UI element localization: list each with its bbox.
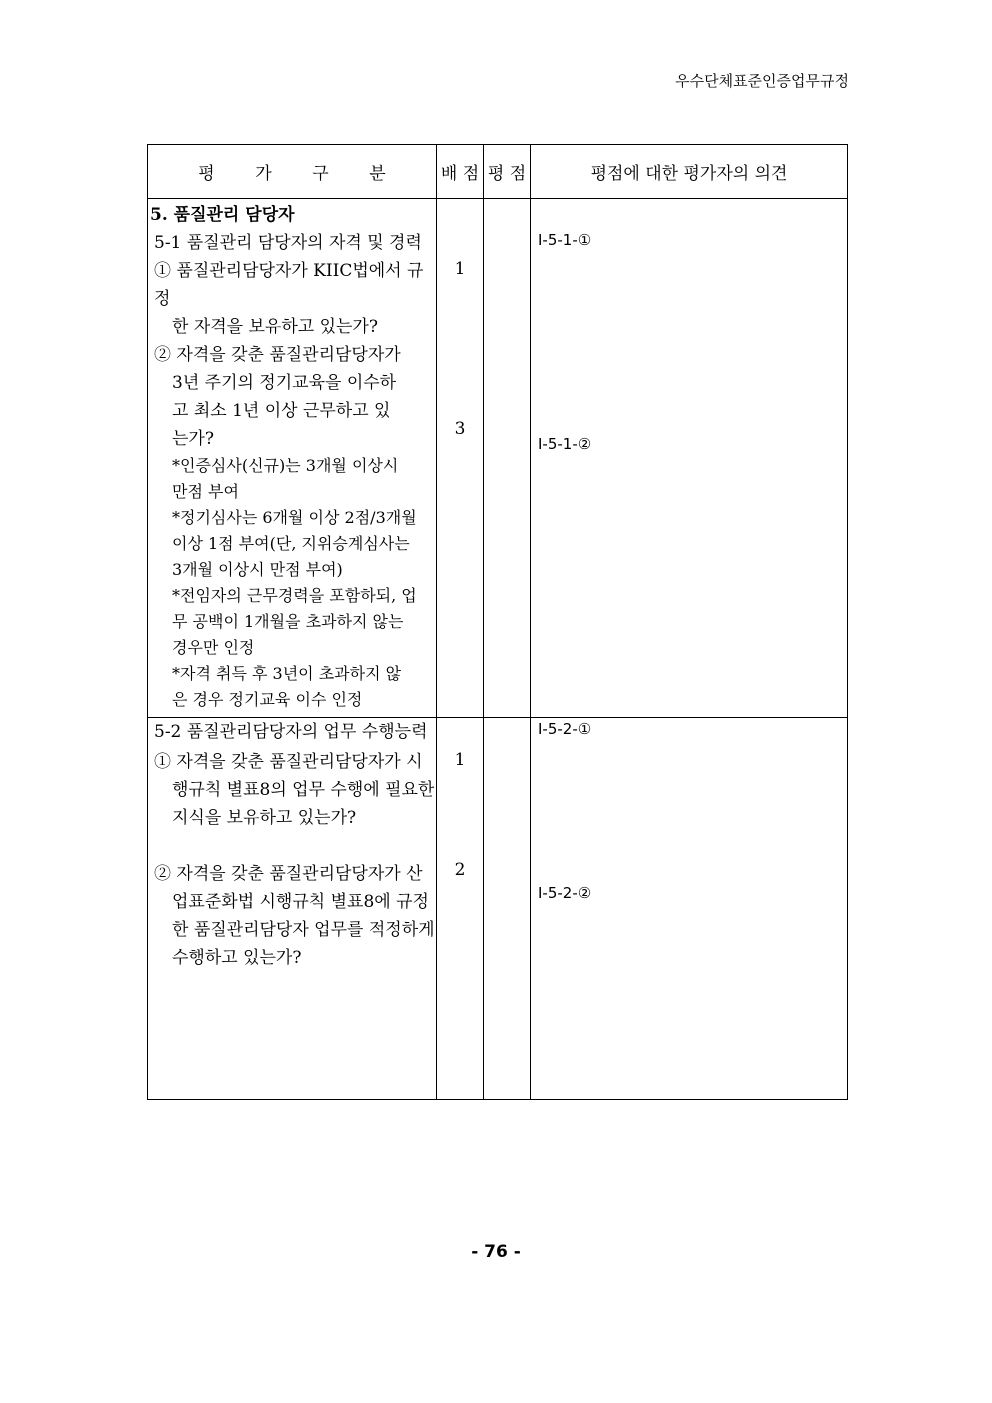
criteria-item-continued: 업표준화법 시행규칙 별표8에 규정 — [172, 892, 429, 912]
note-line: 이상 1점 부여(단, 지위승계심사는 — [172, 534, 410, 553]
table-row — [148, 199, 848, 718]
allotted-points-cell — [437, 199, 484, 718]
score-cell — [484, 718, 531, 1100]
reference-code: Ⅰ-5-1-② — [538, 435, 592, 453]
table-row — [148, 718, 848, 1100]
criteria-item-continued: 3년 주기의 정기교육을 이수하 — [172, 373, 397, 393]
opinion-cell — [531, 718, 848, 1100]
opinion-cell — [531, 199, 848, 718]
criteria-item: ① 품질관리담당자가 KIIC법에서 규정 — [154, 261, 424, 309]
table-header-row — [148, 145, 848, 199]
score-header: 평 점 — [484, 145, 531, 199]
criteria-item-continued: 지식을 보유하고 있는가? — [172, 808, 357, 828]
criteria-item-continued: 고 최소 1년 이상 근무하고 있 — [172, 401, 391, 421]
note-line: 은 경우 정기교육 이수 인정 — [172, 690, 363, 709]
criteria-item: ② 자격을 갖춘 품질관리담당자가 — [154, 345, 401, 365]
criteria-item-continued: 행규칙 별표8의 업무 수행에 필요한 — [172, 780, 435, 800]
category-header — [148, 145, 437, 199]
evaluation-table — [147, 144, 848, 1100]
note-line: *전임자의 근무경력을 포함하되, 업 — [172, 586, 417, 605]
opinion-header: 평점에 대한 평가자의 의견 — [531, 145, 848, 199]
note-line: *인증심사(신규)는 3개월 이상시 — [172, 456, 399, 475]
note-line: 만점 부여 — [172, 482, 239, 501]
category-header-char: 평 — [198, 164, 215, 184]
section-title: 5. 품질관리 담당자 — [150, 205, 295, 225]
note-line: 3개월 이상시 만점 부여) — [172, 560, 343, 579]
reference-code: Ⅰ-5-1-① — [538, 231, 592, 249]
criteria-item-continued: 한 자격을 보유하고 있는가? — [172, 317, 378, 337]
criteria-item-continued: 는가? — [172, 429, 214, 449]
note-line: *정기심사는 6개월 이상 2점/3개월 — [172, 508, 417, 527]
allotted-points-value: 1 — [454, 750, 466, 770]
allotted-points-value: 2 — [454, 860, 466, 880]
subsection-title: 5-1 품질관리 담당자의 자격 및 경력 — [154, 233, 422, 253]
note-line: *자격 취득 후 3년이 초과하지 않 — [172, 664, 402, 683]
note-line: 경우만 인정 — [172, 638, 255, 657]
category-header-char: 구 — [312, 164, 329, 184]
criteria-cell — [148, 718, 437, 1100]
document-header-title: 우수단체표준인증업무규정 — [675, 72, 849, 90]
criteria-item: ① 자격을 갖춘 품질관리담당자가 시 — [154, 752, 423, 772]
reference-code: Ⅰ-5-2-① — [538, 720, 592, 738]
allotted-points-value: 3 — [454, 419, 466, 439]
reference-code: Ⅰ-5-2-② — [538, 884, 592, 902]
page-number: - 76 - — [471, 1242, 521, 1262]
subsection-title: 5-2 품질관리담당자의 업무 수행능력 — [154, 722, 428, 742]
criteria-cell — [148, 199, 437, 718]
note-line: 무 공백이 1개월을 초과하지 않는 — [172, 612, 404, 631]
score-cell — [484, 199, 531, 718]
allotted-points-cell — [437, 718, 484, 1100]
criteria-item: ② 자격을 갖춘 품질관리담당자가 산 — [154, 864, 423, 884]
criteria-item-continued: 수행하고 있는가? — [172, 948, 302, 968]
allotted-points-value: 1 — [454, 259, 466, 279]
category-header-char: 가 — [255, 164, 272, 184]
allotted-points-header: 배 점 — [437, 145, 484, 199]
criteria-item-continued: 한 품질관리담당자 업무를 적정하게 — [172, 920, 435, 940]
category-header-char: 분 — [369, 164, 386, 184]
